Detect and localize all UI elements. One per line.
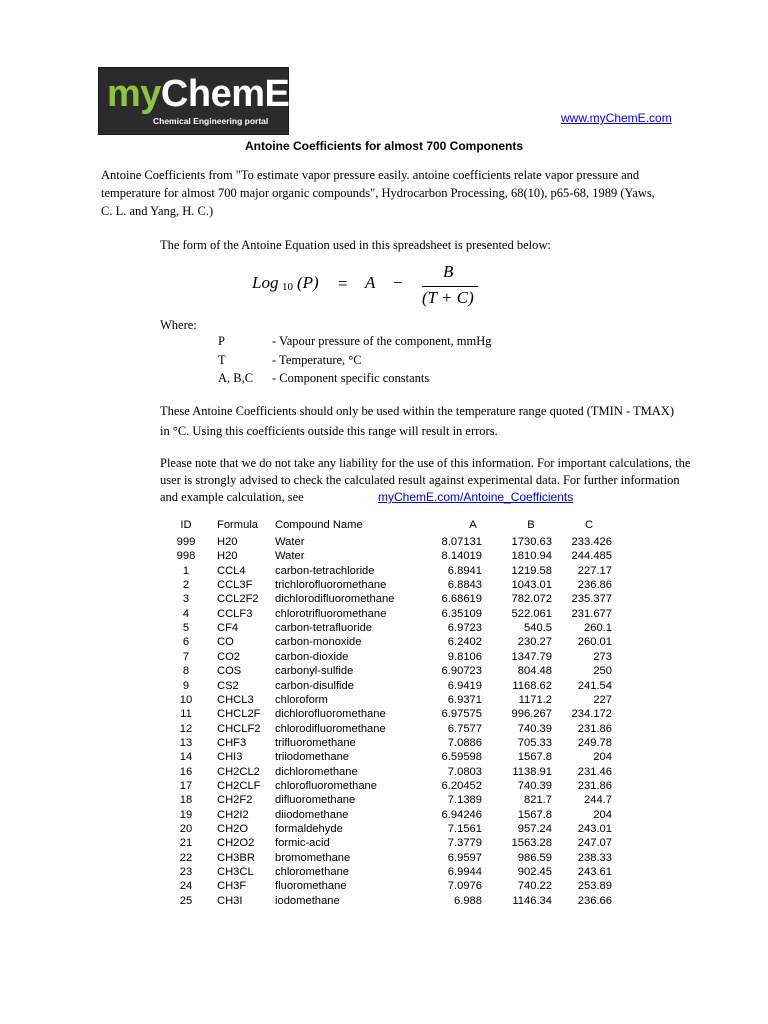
range-note-line-2: in °C. Using this coefficients outside this range will result in errors. — [160, 424, 498, 438]
table-row — [160, 664, 620, 678]
where-label: Where: — [160, 318, 197, 332]
table-row — [160, 865, 620, 879]
cell-id: 4 — [182, 607, 190, 620]
def-desc-abc: - Component specific constants — [272, 371, 430, 385]
cell-b: 996.267 — [511, 708, 552, 721]
cell-id: 2 — [182, 579, 190, 592]
cell-c: 238.33 — [577, 851, 612, 864]
header-b: B — [527, 519, 535, 531]
cell-b: 782.072 — [511, 593, 552, 606]
cell-id: 11 — [180, 708, 192, 721]
cell-b: 230.27 — [517, 636, 552, 649]
cell-a: 6.97575 — [441, 708, 482, 721]
intro-line-3: C. L. and Yang, H. C.) — [101, 204, 214, 218]
cell-b: 1146.34 — [512, 894, 552, 907]
cell-a: 6.8843 — [447, 579, 482, 592]
cell-b: 986.59 — [517, 851, 552, 864]
cell-a: 6.7577 — [447, 722, 482, 735]
antoine-equation — [252, 262, 492, 312]
cell-formula: CCL2F2 — [217, 593, 259, 606]
table-row — [160, 635, 620, 649]
cell-b: 740.22 — [517, 880, 552, 893]
cell-a: 7.0976 — [447, 880, 482, 893]
cell-a: 6.988 — [454, 894, 482, 907]
cell-name: trichlorofluoromethane — [275, 579, 387, 592]
cell-formula: CHCL2F — [217, 708, 261, 721]
table-row — [160, 894, 620, 908]
cell-c: 234.172 — [571, 708, 612, 721]
cell-c: 231.86 — [577, 779, 612, 792]
eq-fraction-bar — [422, 286, 478, 287]
cell-name: difluoromethane — [275, 794, 356, 807]
table-row — [160, 592, 620, 606]
cell-id: 3 — [182, 593, 190, 606]
cell-c: 250 — [593, 665, 612, 678]
cell-id: 6 — [182, 636, 190, 649]
logo-chem: Chem — [160, 73, 265, 115]
logo-my: my — [107, 73, 161, 115]
table-row — [160, 851, 620, 865]
cell-id: 12 — [179, 722, 193, 735]
cell-formula: CO2 — [217, 650, 241, 663]
cell-name: carbon-disulfide — [275, 679, 354, 692]
table-row — [160, 693, 620, 707]
cell-formula: CH3BR — [217, 851, 255, 864]
cell-name: diiodomethane — [275, 808, 349, 821]
site-link[interactable]: www.myChemE.com — [561, 111, 672, 125]
table-row — [160, 736, 620, 750]
cell-a: 6.2402 — [447, 636, 482, 649]
cell-a: 6.20452 — [441, 779, 482, 792]
cell-c: 244.485 — [571, 550, 612, 563]
cell-b: 1138.91 — [512, 765, 552, 778]
cell-b: 804.48 — [517, 665, 552, 678]
table-row — [160, 607, 620, 621]
cell-b: 957.24 — [517, 823, 552, 835]
cell-formula: COS — [217, 665, 242, 678]
antoine-coefficients-link[interactable]: myChemE.com/Antoine_Coefficients — [378, 490, 574, 504]
cell-id: 17 — [179, 779, 193, 792]
eq-minus: − — [393, 273, 403, 292]
logo-wordmark — [107, 74, 289, 114]
cell-formula: CH3I — [217, 894, 243, 907]
cell-id: 23 — [179, 866, 193, 879]
cell-id: 8 — [182, 665, 190, 678]
eq-log: Log — [252, 273, 279, 292]
cell-id: 25 — [179, 894, 193, 907]
cell-id: 24 — [179, 880, 193, 893]
cell-formula: CCL4 — [217, 564, 246, 577]
cell-formula: CCLF3 — [217, 607, 253, 620]
table-header — [160, 518, 620, 532]
cell-c: 243.61 — [577, 866, 612, 879]
cell-c: 243.01 — [577, 823, 612, 835]
intro-line-2: temperature for almost 700 major organic compounds", Hydrocarbon Processing, 68(10), p65-68, 1989 (Yaws, — [101, 186, 655, 200]
cell-formula: CH2F2 — [217, 794, 253, 807]
cell-a: 9.8106 — [447, 650, 482, 663]
table-row — [160, 750, 620, 764]
cell-b: 1563.28 — [511, 837, 552, 850]
cell-b: 1567.8 — [517, 751, 552, 764]
range-note-line-1: These Antoine Coefficients should only be used within the temperature range quoted (TMIN - TMAX) — [160, 404, 675, 418]
cell-c: 273 — [593, 650, 612, 663]
def-desc-p: - Vapour pressure of the component, mmHg — [272, 334, 492, 348]
cell-a: 6.9723 — [447, 622, 482, 635]
cell-name: fluoromethane — [275, 880, 347, 893]
cell-name: trifluoromethane — [275, 736, 356, 749]
header-a: A — [469, 519, 477, 531]
cell-formula: CO — [217, 636, 234, 649]
cell-a: 6.9371 — [447, 693, 482, 706]
cell-b: 1171.2 — [518, 693, 552, 706]
cell-a: 7.3779 — [447, 837, 482, 850]
cell-formula: CH2CLF — [217, 779, 261, 792]
eq-equals: = — [338, 274, 348, 293]
cell-id: 9 — [182, 679, 190, 692]
cell-b: 740.39 — [517, 779, 552, 792]
def-symbol-abc: A, B,C — [218, 371, 254, 385]
header-c: C — [584, 519, 594, 531]
cell-c: 253.89 — [577, 880, 612, 893]
cell-name: dichlorofluoromethane — [275, 708, 386, 721]
cell-c: 244.7 — [584, 794, 612, 807]
cell-c: 204 — [593, 751, 612, 764]
cell-formula: CH2I2 — [217, 808, 249, 821]
table-row — [160, 822, 620, 836]
eq-denominator: (T + C) — [422, 288, 474, 307]
intro-line-1: Antoine Coefficients from "To estimate vapor pressure easily. antoine coefficients relate vapor pressure and — [101, 168, 640, 182]
liability-line-3: and example calculation, see — [160, 490, 304, 504]
cell-formula: CHI3 — [217, 751, 243, 764]
cell-name: dichloromethane — [275, 765, 358, 778]
cell-formula: CH2O — [217, 823, 249, 835]
cell-a: 6.90723 — [441, 665, 482, 678]
cell-b: 1810.94 — [511, 550, 552, 563]
cell-formula: CH2CL2 — [217, 765, 260, 778]
cell-name: formaldehyde — [275, 823, 343, 835]
cell-a: 6.8941 — [447, 564, 482, 577]
cell-name: triiodomethane — [275, 751, 350, 764]
cell-name: dichlorodifluoromethane — [275, 593, 395, 606]
cell-c: 249.78 — [577, 736, 612, 749]
cell-name: iodomethane — [275, 894, 340, 907]
table-row — [160, 679, 620, 693]
cell-c: 233.426 — [571, 536, 612, 548]
cell-b: 522.061 — [511, 607, 552, 620]
cell-formula: CH2O2 — [217, 837, 255, 850]
cell-id: 22 — [179, 851, 193, 864]
cell-id: 13 — [179, 736, 193, 749]
cell-name: Water — [275, 550, 305, 563]
cell-id: 999 — [176, 536, 196, 548]
table-row — [160, 535, 620, 549]
cell-a: 6.9597 — [447, 851, 482, 864]
cell-name: bromomethane — [275, 851, 351, 864]
header-formula: Formula — [217, 519, 259, 531]
table-row — [160, 765, 620, 779]
cell-c: 231.86 — [577, 722, 612, 735]
cell-id: 16 — [179, 765, 193, 778]
eq-log-base: 10 — [282, 281, 293, 293]
cell-name: chloromethane — [275, 866, 350, 879]
liability-line-1: Please note that we do not take any liability for the use of this information. For important calculations, the — [160, 456, 691, 470]
table-row — [160, 779, 620, 793]
table-row — [160, 808, 620, 822]
eq-arg: (P) — [297, 273, 319, 292]
cell-c: 231.677 — [571, 607, 612, 620]
cell-a: 7.0803 — [447, 765, 482, 778]
cell-name: chlorodifluoromethane — [275, 722, 386, 735]
cell-id: 20 — [179, 823, 193, 835]
cell-id: 1 — [182, 564, 190, 577]
cell-b: 1347.79 — [511, 650, 552, 663]
cell-a: 6.9419 — [447, 679, 482, 692]
cell-id: 19 — [179, 808, 193, 821]
cell-c: 231.46 — [577, 765, 612, 778]
logo-tagline: Chemical Engineering portal — [153, 116, 269, 126]
cell-name: carbon-tetrachloride — [275, 564, 375, 577]
cell-b: 540.5 — [524, 622, 552, 635]
cell-b: 1168.62 — [512, 679, 552, 692]
cell-name: Water — [275, 536, 305, 548]
cell-name: carbon-dioxide — [275, 650, 349, 663]
mycheme-logo — [98, 67, 289, 135]
cell-b: 1730.63 — [511, 536, 552, 548]
cell-formula: CS2 — [217, 679, 239, 692]
cell-c: 227 — [593, 693, 612, 706]
table-row — [160, 879, 620, 893]
cell-b: 740.39 — [517, 722, 552, 735]
def-symbol-p: P — [218, 334, 225, 348]
cell-name: chlorotrifluoromethane — [275, 607, 387, 620]
table-row — [160, 564, 620, 578]
cell-a: 6.94246 — [441, 808, 482, 821]
cell-b: 1219.58 — [511, 564, 552, 577]
header-id: ID — [180, 519, 192, 531]
cell-name: formic-acid — [275, 837, 330, 850]
def-symbol-t: T — [218, 353, 226, 367]
cell-id: 7 — [182, 650, 190, 663]
cell-b: 821.7 — [524, 794, 552, 807]
cell-c: 236.66 — [577, 894, 612, 907]
def-desc-t: - Temperature, °C — [272, 353, 362, 367]
table-row — [160, 578, 620, 592]
cell-formula: CH3CL — [217, 866, 254, 879]
cell-a: 6.35109 — [441, 607, 482, 620]
cell-c: 241.54 — [577, 679, 612, 692]
cell-a: 7.1389 — [447, 794, 482, 807]
cell-b: 902.45 — [517, 866, 552, 879]
cell-formula: CF4 — [217, 622, 239, 635]
cell-formula: H20 — [217, 536, 238, 548]
cell-id: 18 — [179, 794, 193, 807]
cell-b: 1043.01 — [511, 579, 552, 592]
cell-a: 7.0886 — [447, 736, 482, 749]
logo-e: E — [264, 73, 290, 115]
liability-line-2: user is strongly advised to check the calculated result against experimental data. For further information — [160, 473, 680, 487]
cell-id: 10 — [179, 693, 193, 706]
form-text: The form of the Antoine Equation used in this spreadsheet is presented below: — [160, 238, 551, 252]
cell-formula: CCL3F — [217, 579, 253, 592]
cell-formula: CHF3 — [217, 736, 247, 749]
cell-name: carbon-monoxide — [275, 636, 362, 649]
cell-name: carbonyl-sulfide — [275, 665, 354, 678]
table-row — [160, 707, 620, 721]
table-row — [160, 650, 620, 664]
cell-a: 6.59598 — [441, 751, 482, 764]
cell-a: 8.14019 — [441, 550, 482, 563]
cell-id: 21 — [179, 837, 193, 850]
cell-name: chlorofluoromethane — [275, 779, 377, 792]
cell-a: 6.68619 — [441, 593, 482, 606]
table-row — [160, 793, 620, 807]
table-row — [160, 549, 620, 563]
header-name: Compound Name — [275, 519, 363, 531]
cell-b: 705.33 — [517, 736, 552, 749]
cell-name: chloroform — [275, 693, 328, 706]
table-row — [160, 836, 620, 850]
cell-c: 260.01 — [577, 636, 612, 649]
cell-id: 14 — [179, 751, 193, 764]
cell-a: 8.07131 — [441, 536, 482, 548]
cell-name: carbon-tetrafluoride — [275, 622, 373, 635]
cell-formula: H20 — [217, 550, 238, 563]
cell-c: 235.377 — [571, 593, 612, 606]
table-row — [160, 722, 620, 736]
cell-a: 6.9944 — [447, 866, 482, 879]
cell-formula: CHCLF2 — [217, 722, 261, 735]
cell-b: 1567.8 — [517, 808, 552, 821]
cell-c: 204 — [593, 808, 612, 821]
cell-id: 998 — [176, 550, 196, 563]
cell-id: 5 — [182, 622, 190, 635]
eq-a: A — [365, 273, 376, 292]
cell-a: 7.1561 — [447, 823, 482, 835]
cell-c: 247.07 — [577, 837, 612, 850]
cell-formula: CH3F — [217, 880, 247, 893]
eq-numerator: B — [443, 262, 454, 281]
table-row — [160, 621, 620, 635]
page-title: Antoine Coefficients for almost 700 Components — [244, 139, 524, 153]
cell-formula: CHCL3 — [217, 693, 254, 706]
cell-c: 227.17 — [577, 564, 612, 577]
cell-c: 260.1 — [584, 622, 612, 635]
cell-c: 236.86 — [577, 579, 612, 592]
